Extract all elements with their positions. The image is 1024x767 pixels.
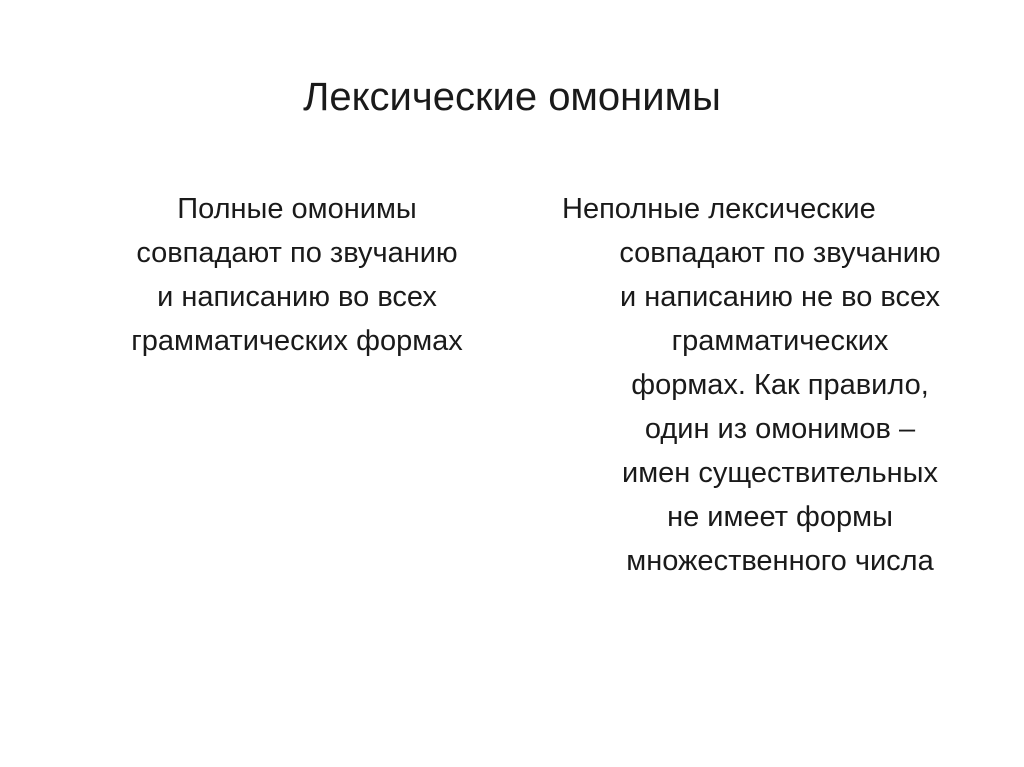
full-homonyms-text [92,187,502,363]
text-line: и написанию во всех [157,281,437,313]
text-line: Полные омонимы [177,193,417,225]
text-line: формах. Как правило, [631,369,929,401]
text-line: совпадают по звучанию [136,237,458,269]
slide-title: Лексические омонимы [303,75,721,119]
text-line: множественного числа [626,545,934,577]
text-line: Неполные лексические [562,193,876,225]
text-line: грамматических [671,325,889,357]
text-line: имен существительных [622,457,938,489]
partial-homonyms-text [548,187,968,583]
text-line: грамматических формах [131,325,463,357]
text-line: и написанию не во всех [620,281,940,313]
text-line: совпадают по звучанию [619,237,941,269]
text-line: один из омонимов – [644,413,916,445]
text-line: не имеет формы [667,501,893,533]
